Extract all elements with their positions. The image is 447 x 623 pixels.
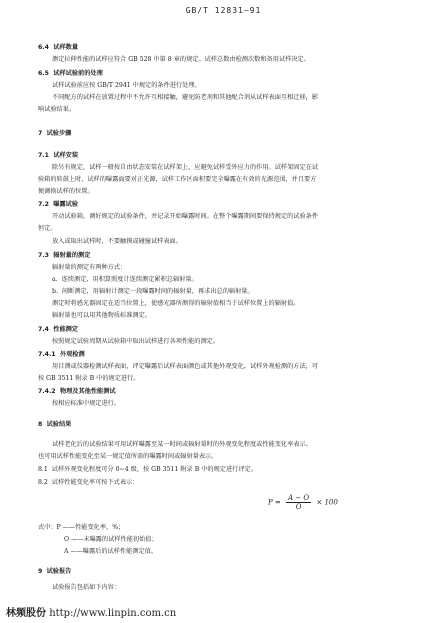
paragraph-line: 测定拉伸性能的试样应符合 GB 528 中第 8 章的规定。试样总数由检测次数和备用试样决定。 <box>52 56 310 63</box>
paragraph-line: 用目测或仪器检测试样表面，评定曝露后试样表面颜色或其他外观变化。试样外观检测的方法，可 <box>52 363 319 370</box>
section-title: 试验报告 <box>46 568 72 575</box>
section-title: 试样数量 <box>53 44 79 51</box>
formula-fraction <box>286 494 311 511</box>
section-title: 性能测定 <box>53 326 79 333</box>
section-title: 外观检测 <box>59 351 85 358</box>
paragraph-line: 按照规定试验周期从试验箱中取出试样进行各项性能的测定。 <box>52 338 220 345</box>
paragraph-line: 辐射量的测定有两种方式： <box>52 264 127 271</box>
section-8-1-line <box>38 466 257 474</box>
section-number: 7 <box>38 130 43 137</box>
footer-watermark <box>6 604 176 619</box>
section-number: 7.4.2 <box>38 388 56 395</box>
standard-header: GB/T 12831—91 <box>185 6 262 15</box>
section-7-4-heading <box>38 326 78 334</box>
formula-where-o: O ——未曝露的试样性能初始值； <box>64 536 158 543</box>
formula-lhs: P = <box>268 498 281 507</box>
list-marker: a. <box>52 276 58 283</box>
paragraph-line: 不同配方的试样在放置过程中不允许互相接触，避免防老剂和其他配合剂从试样表面互相迁移，影 <box>52 94 319 101</box>
section-number: 6.5 <box>38 70 49 77</box>
section-title: 曝露试验 <box>53 201 79 208</box>
list-marker: b. <box>52 288 58 295</box>
paragraph-line: 恒定。 <box>38 225 57 232</box>
paragraph-line: 开动试验箱，调好规定的试验条件，并记录开始曝露时间。在整个曝露期间要保持规定的试验条件 <box>52 213 319 220</box>
paragraph-line: 试样外观变化程度可分 0~4 级，按 GB 3511 附录 B 中的规定进行评定。 <box>51 466 257 473</box>
section-number: 8 <box>38 421 43 428</box>
section-7-2-heading <box>38 201 78 209</box>
section-8-2-line <box>38 479 138 487</box>
section-title: 试样安装 <box>53 152 79 159</box>
paragraph-line: 试样试验前应按 GB/T 2941 中规定的条件进行处理。 <box>52 82 201 89</box>
paragraph-line: 也可用试样性能变化至某一规定值所需的曝露时间或辐射量表示。 <box>38 453 218 460</box>
section-number: 8.1 <box>38 466 48 473</box>
section-6-5-heading <box>38 70 103 78</box>
section-8-heading <box>38 421 71 429</box>
section-title: 试验步骤 <box>46 130 72 137</box>
formula-denominator: O <box>295 503 302 511</box>
section-number: 7.3 <box>38 252 49 259</box>
change-rate-formula <box>268 494 338 511</box>
paragraph-line: 辐射量也可以用其他物质标准测定。 <box>52 312 151 319</box>
formula-where-a: A ——曝露后的试样性能测定值。 <box>64 548 158 555</box>
section-number: 7.4 <box>38 326 49 333</box>
section-7-4-2-heading <box>38 388 116 396</box>
section-6-4-heading <box>38 44 78 52</box>
section-number: 9 <box>38 568 43 575</box>
section-7-1-heading <box>38 152 78 160</box>
section-number: 8.2 <box>38 479 48 486</box>
section-7-4-1-heading <box>38 351 85 359</box>
section-number: 7.2 <box>38 201 49 208</box>
paragraph-line: 除另有规定，试样一般按自由状态安装在试样架上，应避免试样受外应力的作用。试样架固定在试 <box>52 164 319 171</box>
paragraph-line: 验箱的转鼓上时，试样的曝露面要对正光源，试样工作区面积要完全曝露在有效的光源范围，并且要方 <box>38 176 317 183</box>
paragraph-line: 按相应标准中规定进行。 <box>52 400 121 407</box>
list-text: 间断测定，用辐射计测定一段曝露时间的辐射量，再求出总的辐射量。 <box>61 288 254 295</box>
paragraph-line: 试验报告包括如下内容： <box>52 584 121 591</box>
list-item-a <box>52 276 198 284</box>
section-title: 辐射量的测定 <box>53 252 91 259</box>
section-number: 7.1 <box>38 152 49 159</box>
paragraph-line: 试样老化后的试验结果可用试样曝露至某一时间或辐射量时的外观变化程度或性能变化率表示。 <box>52 441 312 448</box>
paragraph-line: 响试验结果。 <box>38 106 76 113</box>
paragraph-line: 放入或取出试样时，不要触摸或碰撞试样表面。 <box>52 238 182 245</box>
section-title: 试验结果 <box>46 421 72 428</box>
section-title: 物理及其他性能测试 <box>59 388 116 395</box>
footer-url[interactable]: http://www.linpin.com.cn <box>49 608 177 619</box>
section-title: 试样试验前的处理 <box>53 70 103 77</box>
paragraph-line: 测定时将感光器固定在适当位置上，使感光器所测得的辐射值相当于试样位置上的辐射值。 <box>52 300 300 307</box>
section-7-3-heading <box>38 252 90 260</box>
paragraph-line: 便调换试样的位置。 <box>38 188 94 195</box>
section-9-heading <box>38 568 71 576</box>
paragraph-line: 按 GB 3511 附录 B 中的规定进行。 <box>38 375 140 382</box>
formula-numerator: A − O <box>288 494 310 502</box>
list-item-b <box>52 288 254 296</box>
section-7-heading <box>38 130 71 138</box>
formula-rhs: × 100 <box>316 498 338 507</box>
formula-where-p: 式中：P ——性能变化率，%； <box>38 524 125 531</box>
paragraph-line: 试样性能变化率可按下式表示： <box>51 479 139 486</box>
footer-brand: 林频股份 <box>6 608 46 619</box>
section-number: 7.4.1 <box>38 351 56 358</box>
section-number: 6.4 <box>38 44 49 51</box>
list-text: 连续测定，用积算照度计连续测定累积总辐射量。 <box>61 276 198 283</box>
